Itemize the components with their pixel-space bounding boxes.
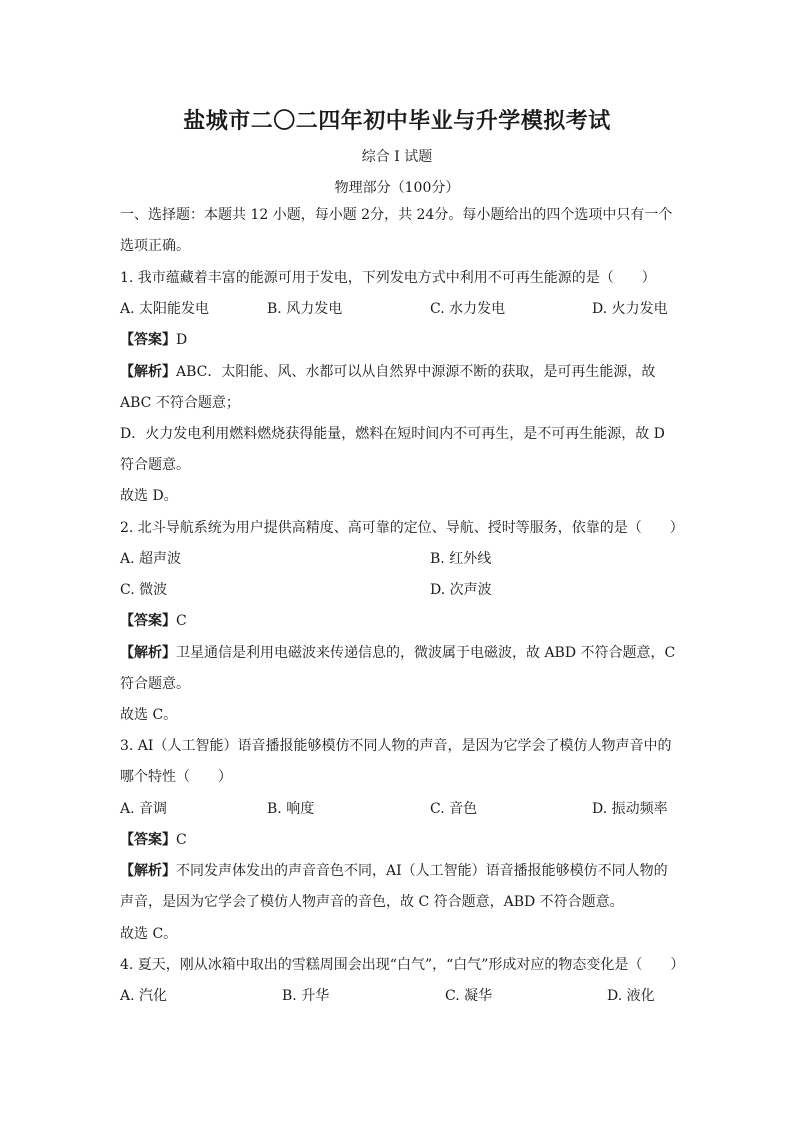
analysis-text: 卫星通信是利用电磁波来传递信息的，微波属于电磁波，故 ABD 不符合题意，C <box>176 645 676 661</box>
q2-option-c: C. 微波 <box>120 582 168 598</box>
q3-analysis-line: 故选 C。 <box>120 926 178 942</box>
answer-label: 【答案】 <box>120 832 176 848</box>
q2-analysis-line: 符合题意。 <box>120 676 190 692</box>
answer-value: C <box>176 613 187 629</box>
q3-analysis-line: 声音，是因为它学会了模仿人物声音的音色，故 C 符合题意，ABD 不符合题意。 <box>120 894 624 910</box>
exam-subtitle: 综合 I 试题 <box>361 149 433 165</box>
instructions-line: 一、选择题：本题共 12 小题，每小题 2分，共 24分。每小题给出的四个选项中只有一个 <box>120 207 673 223</box>
q1-analysis-line: D．火力发电利用燃料燃烧获得能量，燃料在短时间内不可再生，是不可再生能源，故 D <box>120 426 665 442</box>
q1-option-b: B. 风力发电 <box>267 301 343 317</box>
analysis-text: ABC．太阳能、风、水都可以从自然界中源源不断的获取，是可再生能源，故 <box>176 364 656 380</box>
q1-option-d: D. 火力发电 <box>592 301 668 317</box>
q2-analysis <box>120 643 680 663</box>
answer-value: C <box>176 832 187 848</box>
q1-analysis-line: 符合题意。 <box>120 457 190 473</box>
q3-option-a: A. 音调 <box>120 801 168 817</box>
q2-option-d: D. 次声波 <box>430 582 492 598</box>
q3-answer <box>120 830 680 850</box>
q3-option-b: B. 响度 <box>267 801 315 817</box>
q2-analysis-line: 故选 C。 <box>120 707 178 723</box>
q3-option-c: C. 音色 <box>430 801 478 817</box>
analysis-label: 【解析】 <box>120 364 176 380</box>
question-3-stem: 3. AI（人工智能）语音播报能够模仿不同人物的声音，是因为它学会了模仿人物声音中的 <box>120 738 672 754</box>
analysis-text: 不同发声体发出的声音音色不同，AI（人工智能）语音播报能够模仿不同人物的 <box>176 863 668 879</box>
analysis-label: 【解析】 <box>120 863 176 879</box>
answer-value: D <box>176 332 188 348</box>
q2-option-a: A. 超声波 <box>120 551 182 567</box>
q2-answer <box>120 611 680 631</box>
q1-analysis <box>120 362 680 382</box>
q4-option-a: A. 汽化 <box>120 988 168 1004</box>
q3-analysis <box>120 861 680 881</box>
q1-answer <box>120 330 680 350</box>
q1-analysis-line: 故选 D。 <box>120 488 178 504</box>
q1-option-c: C. 水力发电 <box>430 301 506 317</box>
question-2-stem: 2. 北斗导航系统为用户提供高精度、高可靠的定位、导航、授时等服务，依靠的是（ ） <box>120 520 684 536</box>
analysis-label: 【解析】 <box>120 645 176 661</box>
answer-label: 【答案】 <box>120 613 176 629</box>
q1-option-a: A. 太阳能发电 <box>120 301 210 317</box>
q1-analysis-line: ABC 不符合题意； <box>120 395 240 411</box>
q3-option-d: D. 振动频率 <box>592 801 668 817</box>
q4-option-b: B. 升华 <box>282 988 330 1004</box>
question-4-stem: 4. 夏天，刚从冰箱中取出的雪糕周围会出现“白气”，“白气”形成对应的物态变化是（ ） <box>120 957 685 973</box>
question-3-stem-cont: 哪个特性（ ） <box>120 769 232 785</box>
instructions-line: 选项正确。 <box>120 238 190 254</box>
q4-option-d: D. 液化 <box>607 988 655 1004</box>
q2-option-b: B. 红外线 <box>430 551 492 567</box>
exam-title: 盐城市二〇二四年初中毕业与升学模拟考试 <box>183 108 611 134</box>
q4-option-c: C. 凝华 <box>445 988 493 1004</box>
section-heading: 物理部分（100分） <box>334 180 460 196</box>
answer-label: 【答案】 <box>120 332 176 348</box>
question-1-stem: 1. 我市蕴藏着丰富的能源可用于发电，下列发电方式中利用不可再生能源的是（ ） <box>120 270 656 286</box>
